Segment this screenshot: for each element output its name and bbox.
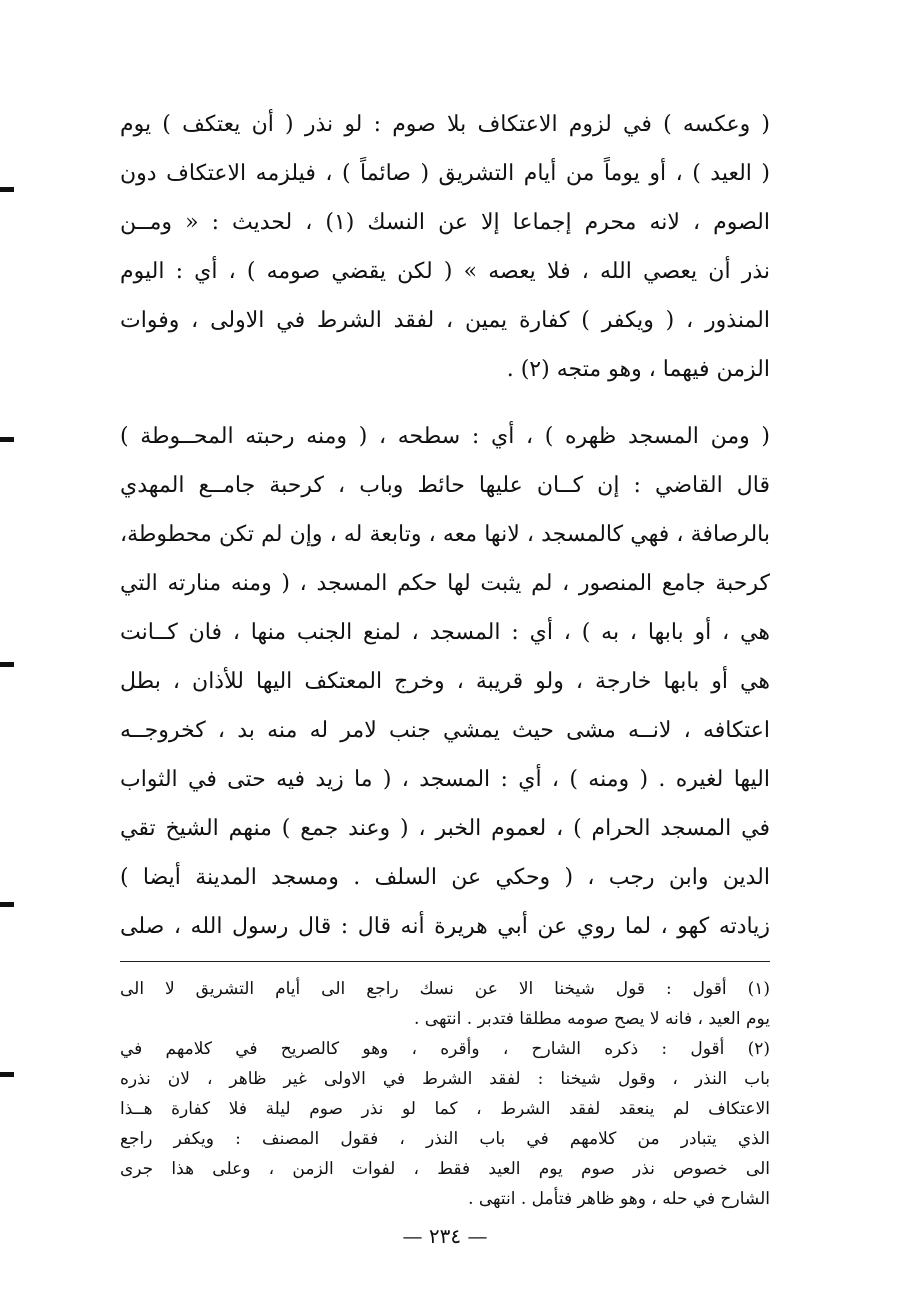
footnote-2 — [120, 1034, 770, 1214]
footnote-line: الى خصوص نذر صوم يوم العيد فقط ، لفوات الزمن ، وعلى هذا جرى — [120, 1159, 770, 1179]
text-line: كرحبة جامع المنصور ، لم يثبت لها حكم المسجد ، ( ومنه منارته التي — [120, 571, 770, 596]
footnote-divider — [120, 961, 770, 962]
text-line: هي أو بابها خارجة ، ولو قريبة ، وخرج المعتكف اليها للأذان ، بطل — [120, 669, 770, 694]
paragraph-2 — [120, 412, 770, 951]
text-line: اعتكافه ، لانــه مشى حيث يمشي جنب لامر له منه بد ، كخروجــه — [120, 718, 770, 743]
text-line: الصوم ، لانه محرم إجماعا إلا عن النسك (١) ، لحديث : « ومــن — [120, 210, 770, 235]
text-line: هي ، أو بابها ، به ) ، أي : المسجد ، لمنع الجنب منها ، فان كــانت — [120, 620, 770, 645]
paragraph-1 — [120, 100, 770, 394]
footnote-line: يوم العيد ، فانه لا يصح صومه مطلقا فتدبر . انتهى . — [413, 1009, 770, 1029]
text-line: اليها لغيره . ( ومنه ) ، أي : المسجد ، ( ما زيد فيه حتى في الثواب — [120, 767, 770, 792]
text-line: الدين وابن رجب ، ( وحكي عن السلف . ومسجد المدينة أيضا ) — [120, 865, 770, 890]
page-number: — ٢٣٤ — — [402, 1224, 488, 1248]
edge-mark — [0, 187, 14, 192]
text-line: بالرصافة ، فهي كالمسجد ، لانها معه ، وتابعة له ، وإن لم تكن محطوطة، — [120, 522, 770, 547]
text-line: المنذور ، ( ويكفر ) كفارة يمين ، لفقد الشرط في الاولى ، وفوات — [120, 308, 770, 333]
footnote-line: الذي يتبادر من كلامهم في باب النذر ، فقول المصنف : ويكفر راجع — [120, 1129, 770, 1149]
footnote-line: باب النذر ، وقول شيخنا : لفقد الشرط في الاولى غير ظاهر ، لان نذره — [120, 1069, 770, 1089]
text-line: قال القاضي : إن كــان عليها حائط وباب ، كرحبة جامــع المهدي — [120, 473, 770, 498]
footnote-1 — [120, 974, 770, 1034]
footnote-line: الاعتكاف لم ينعقد لفقد الشرط ، كما لو نذر صوم ليلة فلا كفارة هــذا — [120, 1099, 770, 1119]
page-body — [120, 100, 770, 1248]
footnote-line: الشارح في حله ، وهو ظاهر فتأمل . انتهى . — [468, 1189, 770, 1209]
edge-mark — [0, 437, 14, 442]
text-line: في المسجد الحرام ) ، لعموم الخبر ، ( وعند جمع ) منهم الشيخ تقي — [120, 816, 770, 841]
edge-mark — [0, 902, 14, 907]
text-line: زيادته كهو ، لما روي عن أبي هريرة أنه قال : قال رسول الله ، صلى — [120, 914, 770, 939]
text-line: الزمن فيهما ، وهو متجه (٢) . — [506, 357, 770, 382]
text-line: نذر أن يعصي الله ، فلا يعصه » ( لكن يقضي صومه ) ، أي : اليوم — [120, 259, 770, 284]
text-line: ( العيد ) ، أو يوماً من أيام التشريق ( صائماً ) ، فيلزمه الاعتكاف دون — [120, 161, 770, 186]
text-line: ( وعكسه ) في لزوم الاعتكاف بلا صوم : لو نذر ( أن يعتكف ) يوم — [120, 112, 770, 137]
footnote-line: (١) أقول : قول شيخنا الا عن نسك راجع الى أيام التشريق لا الى — [120, 979, 770, 999]
edge-mark — [0, 662, 14, 667]
footnote-line: (٢) أقول : ذكره الشارح ، وأقره ، وهو كالصريح في كلامهم في — [120, 1039, 770, 1059]
text-line: ( ومن المسجد ظهره ) ، أي : سطحه ، ( ومنه رحبته المحــوطة ) — [120, 424, 770, 449]
edge-mark — [0, 1072, 14, 1077]
